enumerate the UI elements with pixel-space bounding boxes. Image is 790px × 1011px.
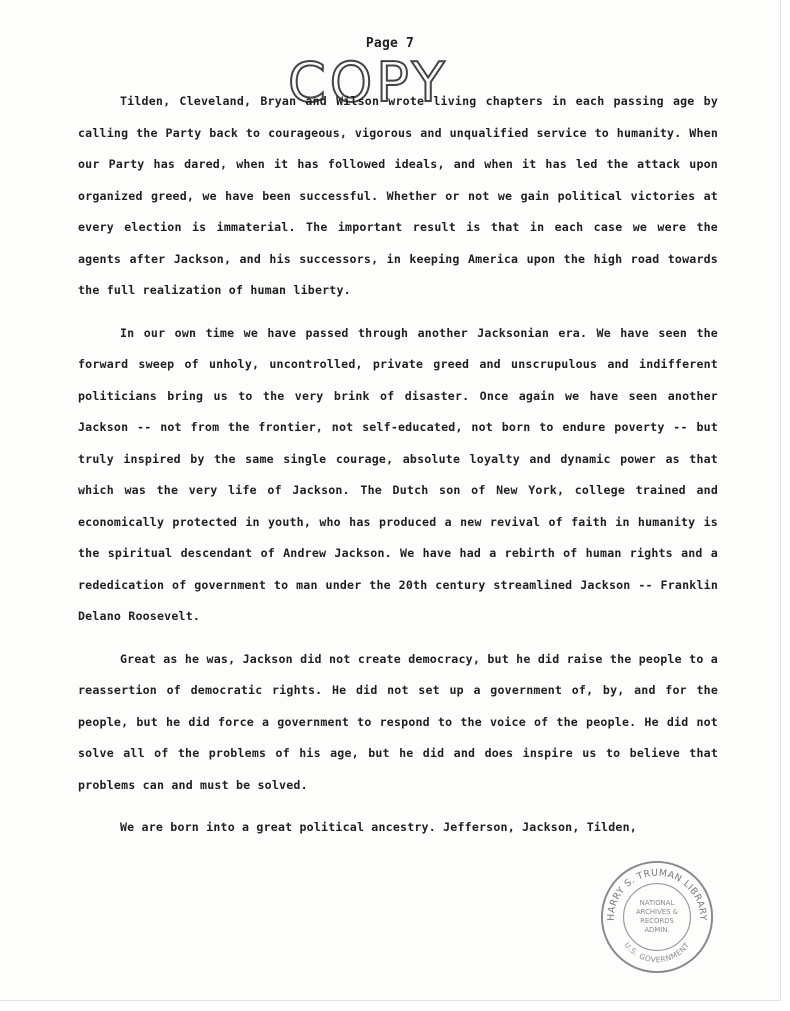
seal-inner-line: RECORDS [640,916,674,925]
page-number: Page 7 [365,36,415,51]
seal-inner-line: NATIONAL [639,899,675,908]
seal-outer-text: HARRY S. TRUMAN LIBRARY [605,867,709,922]
seal-bottom-text: U.S. GOVERNMENT [622,940,692,965]
seal-inner-line: ARCHIVES & [635,908,679,917]
svg-text:U.S. GOVERNMENT [623,940,692,964]
document-body [78,86,718,844]
paragraph: In our own time we have passed through another Jacksonian era. We have seen the forward sweep of unholy, uncontrolled, private greed and unscrupulous and indifferent politicians bring us to the very brink of disaster. Once again we have seen another Jackson -- not from the frontier, not self-educated, not born to endure poverty -- but truly inspired by the same single courage, absolute loyalty and dynamic power as that which was the very life of Jackson. The Dutch son of New York, college trained and economically protected in youth, who has produced a new revival of faith in humanity is the spiritual descendant of Andrew Jackson. We have had a rebirth of human rights and a rededication of government to man under the 20th century streamlined Jackson -- Franklin Delano Roosevelt. [78,325,718,623]
copy-stamp: COPY [288,51,449,114]
archive-seal-stamp [598,858,716,976]
paragraph: We are born into a great political ancestry. Jefferson, Jackson, Tilden, [120,820,637,834]
seal-inner-line: ADMIN. [644,925,670,934]
paragraph: Tilden, Cleveland, Bryan and Wilson wrote living chapters in each passing age by calling the Party back to courageous, vigorous and unqualified service to humanity. When our Party has dared, when it has followed ideals, and when it has led the attack upon organized greed, we have been successful. Whether or not we gain political victories at every election is immaterial. The important result is that in each case we were the agents after Jackson, and his successors, in keeping America upon the high road towards the full realization of human liberty. [78,94,718,297]
paragraph: Great as he was, Jackson did not create democracy, but he did raise the people to a reassertion of democratic rights. He did not set up a government of, by, and for the people, but he did force a government to respond to the voice of the people. He did not solve all of the problems of his age, but he did and does inspire us to believe that problems can and must be solved. [78,651,718,792]
